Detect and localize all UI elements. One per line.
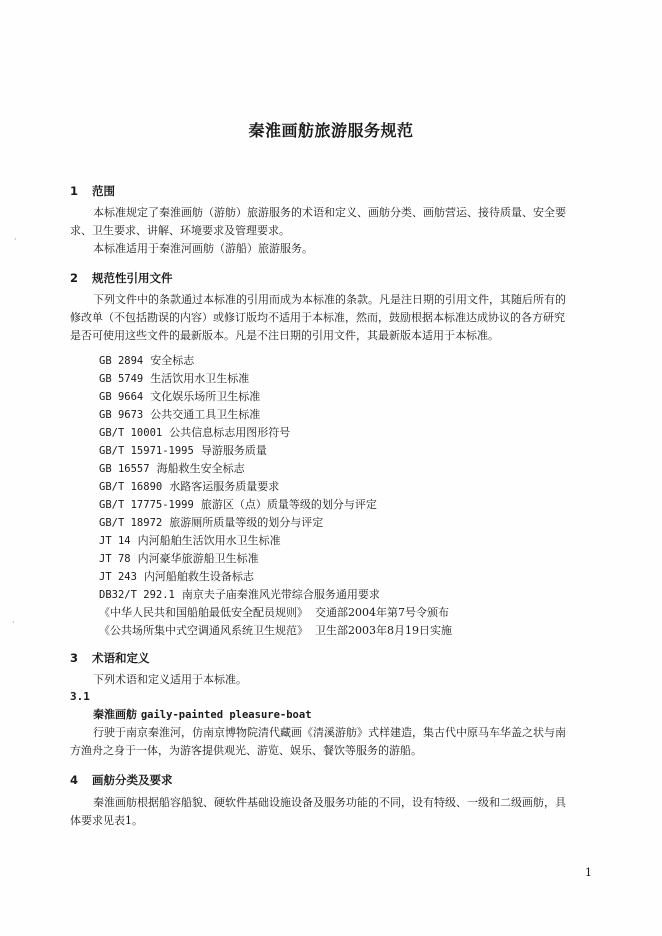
paragraph-line: 求、卫生要求、讲解、环境要求及管理要求。 (70, 224, 290, 237)
paragraph-line: 本标准规定了秦淮画舫（游舫）旅游服务的术语和定义、画舫分类、画舫营运、接待质量、安全要 (93, 206, 566, 219)
reference-name: 内河豪华旅游船卫生标准 (137, 552, 259, 565)
reference-code: 《中华人民共和国船舶最低安全配员规则》 (99, 606, 308, 619)
section-1-heading (70, 183, 115, 199)
reference-name: 卫生部2003年8月19日实施 (315, 624, 452, 637)
reference-code: GB/T 17775-1999 (99, 499, 194, 511)
reference-code: JT 14 (99, 535, 131, 547)
term-entry (93, 708, 312, 722)
page-number: 1 (585, 866, 592, 879)
section-2-heading (70, 270, 173, 286)
term-english: gaily-painted pleasure-boat (140, 709, 312, 721)
reference-name: 海船救生安全标志 (156, 462, 245, 475)
reference-item (99, 424, 290, 440)
section-title: 范围 (92, 184, 115, 198)
section-4-heading (70, 772, 173, 788)
section-number: 3 (70, 651, 79, 665)
reference-name: 旅游区（点）质量等级的划分与评定 (200, 498, 377, 511)
reference-code: GB 9673 (99, 409, 144, 421)
reference-item (99, 586, 380, 602)
reference-name: 安全标志 (150, 354, 195, 367)
reference-item (99, 532, 281, 548)
reference-item (99, 550, 259, 566)
reference-item (99, 478, 279, 494)
reference-code: 《公共场所集中式空调通风系统卫生规范》 (99, 624, 308, 637)
reference-item (99, 370, 249, 386)
reference-code: GB/T 18972 (99, 517, 163, 529)
reference-item (99, 496, 377, 512)
reference-name: 交通部2004年第7号令颁布 (315, 606, 449, 619)
reference-code: GB 9664 (99, 391, 144, 403)
section-title: 画舫分类及要求 (92, 773, 173, 787)
reference-code: JT 78 (99, 553, 131, 565)
reference-code: GB/T 15971-1995 (99, 445, 194, 457)
paragraph-line: 修改单（不包括勘误的内容）或修订版均不适用于本标准，然而，鼓励根据本标准达成协议的各方研究 (70, 311, 565, 324)
reference-item (99, 622, 452, 638)
reference-code: JT 243 (99, 571, 137, 583)
term-chinese: 秦淮画舫 (93, 708, 137, 721)
paragraph-line: 是否可使用这些文件的最新版本。凡是不注日期的引用文件，其最新版本适用于本标准。 (70, 329, 499, 342)
reference-item (99, 460, 245, 476)
reference-name: 文化娱乐场所卫生标准 (150, 390, 261, 403)
reference-item (99, 406, 260, 422)
section-3-heading (70, 650, 150, 666)
reference-name: 内河船舶救生设备标志 (143, 570, 254, 583)
reference-code: GB 2894 (99, 355, 144, 367)
reference-item (99, 352, 194, 368)
scan-mark: · (14, 235, 17, 244)
reference-item (99, 388, 260, 404)
reference-code: DB32/T 292.1 (99, 589, 175, 601)
reference-item (99, 568, 254, 584)
section-title: 规范性引用文件 (92, 271, 173, 285)
paragraph-line: 本标准适用于秦淮河画舫（游船）旅游服务。 (93, 242, 313, 255)
reference-code: GB/T 16890 (99, 481, 163, 493)
subsection-number: 3.1 (70, 690, 90, 703)
paragraph-line: 秦淮画舫根据船容船貌、硬软件基础设施设备及服务功能的不同，设有特级、一级和二级画舫，具 (93, 796, 566, 809)
section-title: 术语和定义 (92, 651, 150, 665)
reference-code: GB 16557 (99, 463, 150, 475)
section-number: 1 (70, 184, 79, 198)
paragraph-line: 行驶于南京秦淮河，仿南京博物院清代藏画《清溪游舫》式样建造，集古代中原马车华盖之状与南 (93, 726, 566, 739)
reference-name: 旅游厕所质量等级的划分与评定 (169, 516, 324, 529)
reference-code: GB/T 10001 (99, 427, 163, 439)
reference-item (99, 604, 449, 620)
paragraph-line: 方渔舟之身于一体，为游客提供观光、游览、娱乐、餐饮等服务的游船。 (70, 744, 422, 757)
document-title: 秦淮画舫旅游服务规范 (248, 121, 414, 140)
reference-name: 公共交通工具卫生标准 (150, 408, 261, 421)
reference-code: GB 5749 (99, 373, 144, 385)
reference-item (99, 514, 323, 530)
section-number: 4 (70, 773, 79, 787)
reference-name: 公共信息标志用图形符号 (169, 426, 291, 439)
paragraph-line: 下列术语和定义适用于本标准。 (93, 673, 247, 686)
section-number: 2 (70, 271, 79, 285)
reference-name: 生活饮用水卫生标准 (150, 372, 250, 385)
scan-mark: · (12, 618, 15, 627)
reference-name: 导游服务质量 (200, 444, 267, 457)
reference-name: 水路客运服务质量要求 (169, 480, 280, 493)
paragraph-line: 下列文件中的条款通过本标准的引用而成为本标准的条款。凡是注日期的引用文件，其随后所有的 (93, 293, 566, 306)
reference-item (99, 442, 267, 458)
reference-name: 内河船舶生活饮用水卫生标准 (137, 534, 281, 547)
reference-name: 南京夫子庙秦淮风光带综合服务通用要求 (181, 588, 380, 601)
paragraph-line: 体要求见表1。 (70, 814, 143, 827)
